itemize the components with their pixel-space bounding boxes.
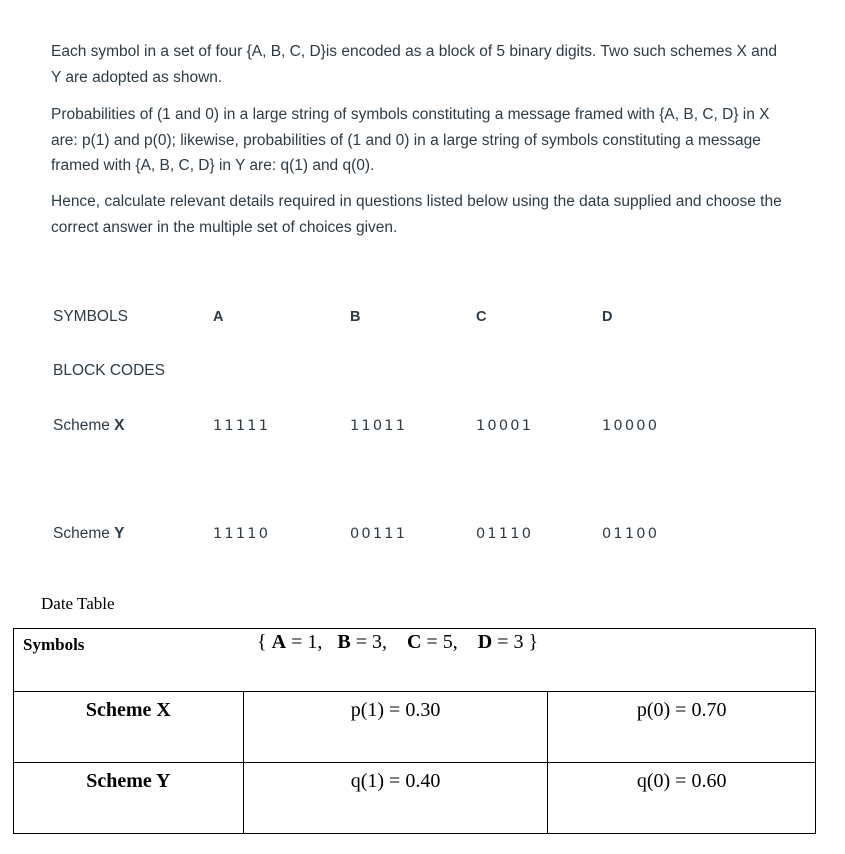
scheme-y-code-a: 11110 xyxy=(213,526,271,542)
scheme-y-code-d: 01100 xyxy=(602,526,660,542)
scheme-x-code-d: 10000 xyxy=(602,418,660,434)
scheme-x-label xyxy=(53,417,125,435)
date-table-q0: q(0) = 0.60 xyxy=(548,763,816,834)
date-table xyxy=(13,628,816,834)
date-table-p0: p(0) = 0.70 xyxy=(548,692,816,763)
scheme-x-code-a: 11111 xyxy=(213,418,271,434)
value-a: 1 xyxy=(307,631,318,653)
scheme-y-code-b: 00111 xyxy=(350,526,408,542)
symbols-label: SYMBOLS xyxy=(53,308,128,325)
date-table-caption: Date Table xyxy=(41,594,115,613)
scheme-y-code-c: 01110 xyxy=(476,526,534,542)
intro-paragraph-2: Probabilities of (1 and 0) in a large string of symbols constituting a message framed with {A, B, C, D} in X are: p(1) and p(0); likewise, probabilities of (1 and 0) in a large string of symbols constituting a message framed with {A, B, C, D} in Y are: q(1) and q(0). xyxy=(51,106,770,174)
intro-paragraph-3: Hence, calculate relevant details required in questions listed below using the data supplied and choose the correct answer in the multiple set of choices given. xyxy=(51,193,782,236)
value-c: 5 xyxy=(442,631,453,653)
block-codes-label: BLOCK CODES xyxy=(53,362,165,379)
date-table-header-row xyxy=(14,629,816,692)
scheme-x-prefix: Scheme xyxy=(53,417,115,434)
date-table-q1: q(1) = 0.40 xyxy=(243,763,548,834)
date-table-row-x xyxy=(14,692,816,763)
symbols-values-cell xyxy=(14,629,816,692)
symbol-b-header: B xyxy=(350,309,361,325)
scheme-y-label xyxy=(53,525,125,543)
symbol-d-header: D xyxy=(602,309,613,325)
scheme-x-letter: X xyxy=(114,417,125,434)
date-table-p1: p(1) = 0.30 xyxy=(243,692,548,763)
date-table-symbols-label: Symbols xyxy=(23,635,85,654)
symbol-c-header: C xyxy=(476,309,487,325)
scheme-y-prefix: Scheme xyxy=(53,525,115,542)
value-d: 3 xyxy=(513,631,524,653)
scheme-x-code-b: 11011 xyxy=(350,418,408,434)
value-b-sym: B xyxy=(337,631,351,653)
value-c-sym: C xyxy=(406,631,422,653)
date-table-row-y xyxy=(14,763,816,834)
scheme-y-letter: Y xyxy=(114,525,125,542)
date-table-scheme-x: Scheme X xyxy=(14,692,244,763)
value-a-sym: A xyxy=(271,631,287,653)
value-b: 3 xyxy=(371,631,382,653)
intro-paragraph-1: Each symbol in a set of four {A, B, C, D}is encoded as a block of 5 binary digits. Two such schemes X and Y are adopted as shown. xyxy=(51,43,778,86)
symbol-a-header: A xyxy=(213,309,224,325)
scheme-x-code-c: 10001 xyxy=(476,418,534,434)
date-table-scheme-y: Scheme Y xyxy=(14,763,244,834)
value-d-sym: D xyxy=(477,631,493,653)
symbol-value-set: { A = 1, B = 3, C = 5, D = 3 } xyxy=(257,631,539,653)
